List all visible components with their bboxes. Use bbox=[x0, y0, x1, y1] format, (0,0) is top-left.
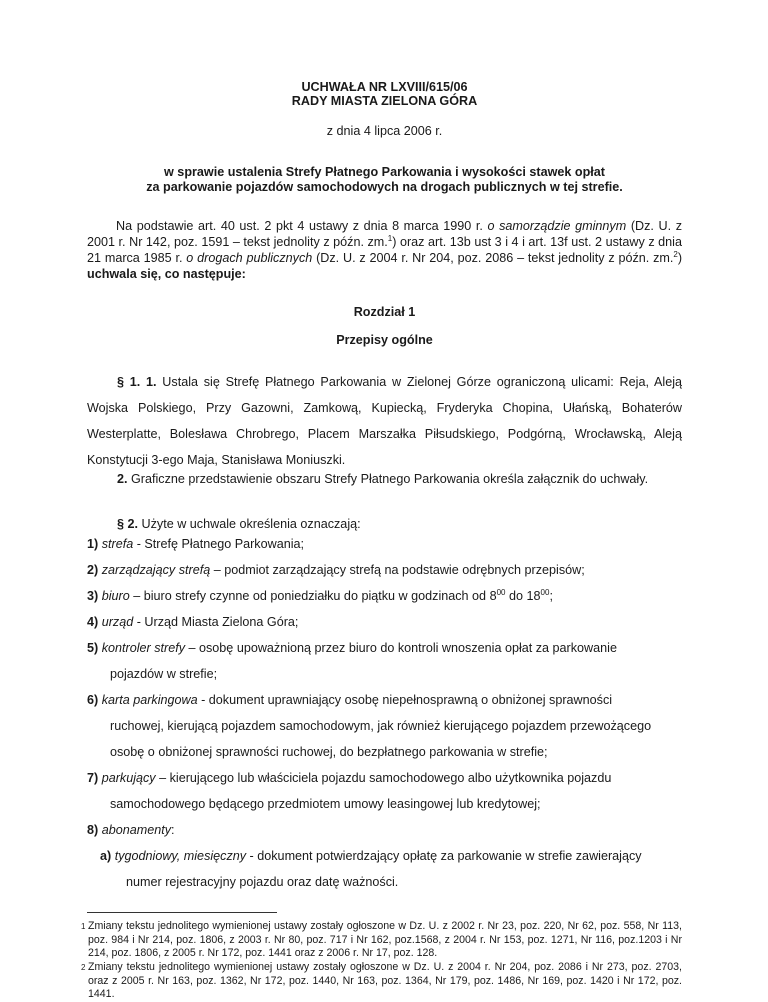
definition-6-cont1: ruchowej, kierującą pojazdem samochodowym, jak również kierującego pojazdem przewożącego bbox=[110, 719, 652, 733]
definition-3: 3) biuro – biuro strefy czynne od poniedziałku do piątku w godzinach od $8^{00}$ do $18^{00}$; bbox=[87, 587, 553, 603]
definition-4: 4) urząd - Urząd Miasta Zielona Góra; bbox=[87, 615, 299, 629]
definition-8a-cont: numer rejestracyjny pojazdu oraz datę ważności. bbox=[126, 875, 399, 889]
chapter-title: Przepisy ogólne bbox=[336, 333, 433, 347]
resolution-issuer: RADY MIASTA ZIELONA GÓRA bbox=[291, 94, 478, 108]
resolution-date: z dnia 4 lipca 2006 r. bbox=[326, 124, 443, 138]
definition-6-cont2: osobę o obniżonej sprawności ruchowej, do bezpłatnego parkowania w strefie; bbox=[110, 745, 548, 759]
definition-7: 7) parkujący – kierującego lub właściciela pojazdu samochodowego albo użytkownika pojazdu bbox=[87, 771, 612, 785]
definition-8a: a) tygodniowy, miesięczny - dokument potwierdzający opłatę za parkowanie w strefie zawierający bbox=[100, 849, 642, 863]
footnote-1: 1 Zmiany tekstu jednolitego wymienionej ustawy zostały ogłoszone w Dz. U. z 2002 r. Nr 23, poz. 220, Nr 62, poz. 558, Nr 113, poz. 984 i Nr 214, poz. 1806, z 2003 r. Nr 80, poz. 717 i Nr 162, poz.1568, z 2004 r. Nr 153, poz. 1271, Nr 116, poz.1203 i Nr 214, poz. 1806, z 2005 r. Nr 172, poz. 1441 oraz z 2006 r. Nr 17, poz. 128. bbox=[81, 920, 682, 959]
definition-8: 8) abonamenty: bbox=[87, 823, 175, 837]
definition-7-cont: samochodowego będącego przedmiotem umowy leasingowej lub kredytowej; bbox=[110, 797, 541, 811]
definition-1: 1) strefa - Strefę Płatnego Parkowania; bbox=[87, 537, 305, 551]
resolution-title bbox=[87, 80, 682, 108]
definition-2: 2) zarządzający strefą – podmiot zarządzający strefą na podstawie odrębnych przepisów; bbox=[87, 563, 585, 577]
resolution-subject: w sprawie ustalenia Strefy Płatnego Parkowania i wysokości stawek opłat za parkowanie pojazdów samochodowych na drogach publicznych w tej strefie. bbox=[146, 165, 623, 194]
footnote-separator bbox=[87, 912, 277, 913]
section-1: § 1. 1. Ustala się Strefę Płatnego Parkowania w Zielonej Górze ograniczoną ulicami: Reja, Aleją Wojska Polskiego, Przy Gazowni, Zamkową, Kupiecką, Fryderyka Chopina, Ułańską, Bohaterów Westerplatte, Bolesława Chrobrego, Placem Marszałka Piłsudskiego, Podgórną, Wrocławską, Aleją Konstytucji 3-ego Maja, Stanisława Moniuszki. bbox=[87, 375, 683, 467]
section-2-intro: § 2. Użyte w uchwale określenia oznaczają: bbox=[117, 517, 361, 531]
section-1-point-2: 2. Graficzne przedstawienie obszaru Strefy Płatnego Parkowania określa załącznik do uchwały. bbox=[117, 472, 649, 486]
definition-5-cont: pojazdów w strefie; bbox=[110, 667, 218, 681]
definition-6: 6) karta parkingowa - dokument uprawniający osobę niepełnosprawną o obniżonej sprawności bbox=[87, 693, 613, 707]
footnote-2: 2 Zmiany tekstu jednolitego wymienionej ustawy zostały ogłoszone w Dz. U. z 2004 r. Nr 204, poz. 2086 i Nr 273, poz. 2703, oraz z 2005 r. Nr 163, poz. 1362, Nr 172, poz. 1440, Nr 163, poz. 1364, Nr 179, poz. 1486, Nr 169, poz. 1420 i Nr 172, poz. 1441. bbox=[81, 961, 682, 1000]
preamble: Na podstawie art. 40 ust. 2 pkt 4 ustawy z dnia 8 marca 1990 r. o samorządzie gminnym (Dz. U. z 2001 r. Nr 142, poz. 1591 – tekst jednolity z późn. zm.$^1$) oraz art. 13b ust 3 i 4 i art. 13f ust. 2 ustawy z dnia 21 marca 1985 r. o drogach publicznych (Dz. U. z 2004 r. Nr 204, poz. 2086 – tekst jednolity z późn. zm.$^2$) uchwala się, co następuje: bbox=[87, 219, 683, 281]
definition-5: 5) kontroler strefy – osobę upoważnioną przez biuro do kontroli wnoszenia opłat za parkowanie bbox=[87, 641, 617, 655]
chapter-number: Rozdział 1 bbox=[353, 305, 416, 319]
resolution-number: UCHWAŁA NR LXVIII/615/06 bbox=[301, 80, 468, 94]
